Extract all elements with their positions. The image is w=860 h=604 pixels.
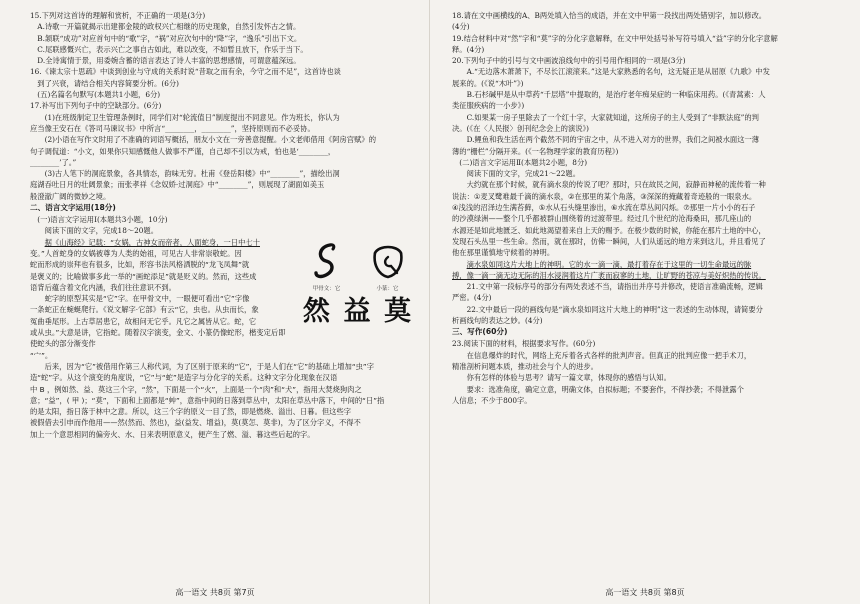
- q17-item3-line-2: 庭湖吞吐日月的壮阔景象；而张孝祥《念奴娇·过洞庭》中“________”，则展现了湖面如美玉: [30, 180, 325, 190]
- q17-item2-line-3: ________’了。”: [30, 157, 77, 167]
- passage-1-line-1: 据《山海经》记载：“女娲，古神女而帝者，人面蛇身，一日中七十: [44, 237, 260, 247]
- reading-instruction-1: 阅读下面的文字，完成18～20题。: [44, 226, 159, 236]
- passage-4-line-7: 他在那里谨慎地守候着的神明。: [452, 248, 555, 258]
- passage-2-line-3: 冤曲垂尾形。上古草居患它，故相问无它乎。凡它之属皆从它。蛇，它: [30, 316, 257, 326]
- passage-4-line-5: 水源还是如此地匮乏、如此地渴望着来自上天的赐予。在极少数的时候，你能在那片土地的中心，: [452, 225, 766, 235]
- q21-line-2: 严密。(4分): [452, 293, 492, 303]
- seal-char-mo: 莫: [384, 295, 412, 327]
- q20-option-b-2: 类征服疾病的一小步》): [452, 101, 525, 111]
- exam-page-8: [430, 0, 860, 604]
- q15-stem: 15.下列对这首诗的理解和赏析，不正确的一项是(3分): [30, 11, 206, 20]
- material-line-2: 精准剖析问题本质，推动社会与个人的进步。: [452, 361, 598, 371]
- q15-option-d: D.全诗寓情于景，用委婉含蓄的语言表达了诗人丰富的思想感情，可谓意蕴深远。: [37, 56, 301, 66]
- page-footer-left: 高一语文 共8页 第7页: [175, 588, 255, 597]
- passage-1: [30, 237, 418, 361]
- passage-4-line-4: 的沙漠绿洲——整个几乎都被群山围绕着的过渡带里。经过几个世纪的沧海桑田，那几座山的: [452, 214, 752, 224]
- passage-3-line-1: 后来，因为“它”被借用作第三人称代词，为了区别于原来的“它”，于是人们在“它”的基础上增加“虫”字: [44, 361, 375, 371]
- q19-line-2: 释。(4分): [452, 44, 485, 54]
- q23-stem: 23.阅读下面的材料，根据要求写作。(60分): [452, 339, 596, 349]
- part-2-heading: (二)语言文字运用Ⅱ(本题共2小题，8分): [459, 157, 588, 167]
- character-glyph-figure: [296, 239, 418, 327]
- passage-4-line-1: 大约就在那个时候，就有滴水泉的传说了吧？那时，只在故民之间，寂静而神秘的流传着一种: [466, 180, 766, 190]
- q20-option-b-1: B.石杉碱甲是从中草药“千层塔”中提取的，是治疗老年痴呆症的一种临床用药。(《青蒿素：人: [466, 90, 766, 100]
- q20-option-a-1: A.“无边落木萧萧下，不尽长江滚滚来。”这是大家熟悉的名句，这无疑正是从屈原《九歌》中发: [466, 67, 770, 77]
- passage-3-line-6: 被假借去引申而作他用——然(然而、然也)，益(益发、增益)，莫(莫怎、莫非)，为了区分字义，不得不: [30, 418, 361, 428]
- section-3-heading: 三、写作(60分): [452, 327, 508, 337]
- passage-5-line-2: 搏，像一滴一滴无边无际的泪水浸润着这片广袤而寂寥的土地，让旷野的苍凉与美好炽热的传说。: [452, 270, 766, 280]
- q16-line-2: 到了兴衰，请结合相关内容简要分析。(6分): [37, 78, 179, 88]
- seal-script-row: [296, 297, 418, 327]
- section-2-heading: 二、语言文字运用(18分): [30, 203, 116, 213]
- q15-option-b: B.颔联“成功”对应首句中的“歌”字，“祸”对应次句中的“降”字，“逸乐”引出下文。: [37, 33, 302, 43]
- q17-item3-line-3: 般澄澈广阔的微妙之境。: [30, 191, 111, 201]
- material-line-1: 在信息爆炸的时代，网络上充斥着各式各样的批判声音。但真正的批判应像一把手术刀，: [466, 350, 752, 360]
- q17-item1-line-2: 应当像王安石在《答司马谏议书》中所言“________，________”，坚持原则而不必妥协。: [30, 123, 315, 133]
- passage-2-line-1: 蛇字的原型其实是“它”字。在甲骨文中，一眼便可看出“它”字像: [44, 294, 250, 304]
- q17-stem: 17.补写出下列句子中的空缺部分。(6分): [30, 101, 162, 111]
- oracle-bone-ta-glyph: [304, 239, 350, 285]
- q22-line-1: 22.文中最后一段的画线句是“滴水泉如同这片大地上的神明”这一表述的生动体现，请简要分: [466, 304, 763, 314]
- q20-option-c-2: 决。(《在〈人民报〉创刊纪念会上的演说》): [452, 123, 590, 133]
- q15-option-c: C.尾联感慨兴亡，表示兴亡之事自古如此，难以改变，不如暂且放下，作乐于当下。: [37, 44, 308, 54]
- passage-3-line-4: 意；“益”，( 甲 )；“莫”，下面和上面都是“艸”，意指中间的日落到草丛中，太阳在草丛中落下，中间的“日”指: [30, 395, 385, 405]
- passage-5-line-1: 滴水泉如同这片大地上的神明。它的水一滴一滴，最打着存在于这里的一切生命最远的脉: [466, 259, 752, 269]
- q17-item1-line-1: (1)在班级制定卫生管理条例时，同学们对“轮流值日”制度提出不同意见。作为班长，你认为: [44, 112, 340, 122]
- passage-2-line-2: 一条蛇正在蜿蜒爬行。《说文解字·它部》有云“它，虫也。从虫而长，象: [30, 305, 259, 315]
- q20-stem: 20.下列句子中的引号与文中画波浪线句中的引号用作相同的一项是(3分): [452, 56, 686, 66]
- q17-item3-line-1: (3)古人笔下的洞庭景象，各具情态，韵味无穷。杜甫《登岳阳楼》中“________”，描绘出洞: [44, 169, 340, 179]
- q19-line-1: 19.结合材料中对“然”字和“莫”字的分化字意解释，在文中甲处括号补写符号填入“益”字的分化字意解: [452, 33, 778, 43]
- q22-line-2: 析画线句的表达之妙。(4分): [452, 316, 543, 326]
- reading-instruction-2: 阅读下面的文字，完成21～22题。: [466, 169, 581, 179]
- q15-option-a: A.诗歌一开篇就揭示出建都金陵的政权兴亡相继的历史现象，自然引发怀古之情。: [37, 22, 301, 32]
- q20-option-a-2: 展来的。(《说“木叶”》): [452, 78, 524, 88]
- q18-line-2: (4分): [452, 22, 470, 32]
- passage-3-line-5: 的是太阳，指日落于林中之意。所以，这三个字的原义一目了然，即是燃烧、溢出、日暮。但这些字: [30, 407, 352, 417]
- q21-line-1: 21.文中第一段标序号的部分有两处表述不当，请指出并序号并修改，使语言准确流畅，逻辑: [466, 282, 763, 292]
- q20-option-d-1: D.鲤鱼和我生活在两个截然不同的宇宙之中，从不进入对方的世界，我们之间被水面这一薄: [466, 135, 760, 145]
- page-footer-right: 高一语文 共8页 第8页: [605, 588, 685, 597]
- requirements-line-2: 人信息；不少于800字。: [452, 395, 532, 405]
- q20-option-c-1: C.如果某一房子里除去了一个红十字，大家就知道，这所房子的主人受到了“非默法庭”的判: [466, 112, 759, 122]
- passage-1-line-4: 是褒义的；比喻做事多此一举的“画蛇添足”就是贬义的。然而，这些成: [30, 271, 257, 281]
- passage-3-line-7: 加上一个意思相同的偏旁火、水、日来表明原意义，便产生了燃、溢、暮这些后起的字。: [30, 429, 315, 439]
- q17-item2-line-1: (2)小语在写作文时用了不准确的词语写概括，朋友小文在一旁善意提醒。小文老师借用《阿房宫赋》的: [44, 135, 376, 145]
- writing-prompt: 你有怎样的体验与思考？请写一篇文章，体现你的感悟与认知。: [466, 373, 671, 383]
- passage-1-line-2: 变。”人首蛇身的女娲被尊为人类的始祖，可见古人非常崇敬蛇。因: [30, 248, 242, 258]
- passage-4-line-6: 发现石头丛里一些生命。然而，就在那时，仿佛一瞬间，人们从遥远的地方来到这儿，并且看见了: [452, 236, 766, 246]
- q17-item2-line-2: 句子调侃道：“小文，如果你只知感慨他人做事不严谨，自己却不引以为戒，怕也是‘________，: [30, 146, 336, 156]
- passage-4-line-3: ④浅浅的沼泽边生满苔藓，⑤水从石头缝里渗出，⑥水流在草丛间闪烁。⑦那里一片小小的石子: [452, 203, 756, 213]
- q20-option-d-2: 薄的“栅栏”分隔开来。(《一名物理学家的教育历程》): [452, 146, 619, 156]
- passage-3-line-3: 中 B ，例如然、益、莫这三个字，“然”，下面是一个“火”，上面是一个“肉”和“犬”，指用大焚烧狗肉之: [30, 384, 362, 394]
- passage-3-line-2: 造“蛇”字。从这个演变的角度说，“它”与“蛇”是造字与分化字的关系。这种文字分化现象在汉语: [30, 373, 338, 383]
- oracle-bone-caption: 甲骨文：它: [312, 285, 341, 292]
- passage-1-line-5: 语背后蕴含着文化内涵，我们往往意识不到。: [30, 282, 176, 292]
- passage-2-line-4: 或从虫。”大意是讲，它指蛇。随着汉字演变，金文、小篆仍像蛇形，楷变定后即使蛇头的部分渐变作: [30, 328, 286, 349]
- seal-char-yi: 益: [343, 295, 371, 327]
- small-seal-caption: 小篆：它: [376, 285, 399, 292]
- q18-line-1: 18.请在文中画横线的A、B两处填入恰当的成语，并在文中甲第一段找出两处错别字，加以修改。: [452, 11, 767, 20]
- q16-line-1: 16.《谏太宗十思疏》中谈到创业与守成的关系时说“昔取之而有余，今守之而不足”，这首诗也谈: [30, 67, 341, 77]
- small-seal-ta-glyph: [365, 239, 411, 285]
- passage-4-line-2: 说法：①麦叉鹭难最千滴的滴水泉，②在那里的某个角落，③深深的掩藏着奇迹般的一眼泉水。: [452, 191, 757, 201]
- passage-2-line-5: “宀”。: [30, 350, 53, 360]
- part-5-heading: (五)名篇名句默写(本题共1小题，6分): [37, 90, 161, 100]
- requirements-line-1: 要求：选准角度，确定立意，明确文体，自拟标题；不要套作，不得抄袭；不得泄露个: [466, 384, 744, 394]
- seal-char-ran: 然: [302, 295, 330, 327]
- passage-1-line-3: 蛇而形成的崇拜也有很多，比如，形容书法风格洒脱的“龙飞凤舞”就: [30, 260, 250, 270]
- part-1-heading: (一)语言文字运用Ⅰ(本题共3小题，10分): [37, 215, 168, 225]
